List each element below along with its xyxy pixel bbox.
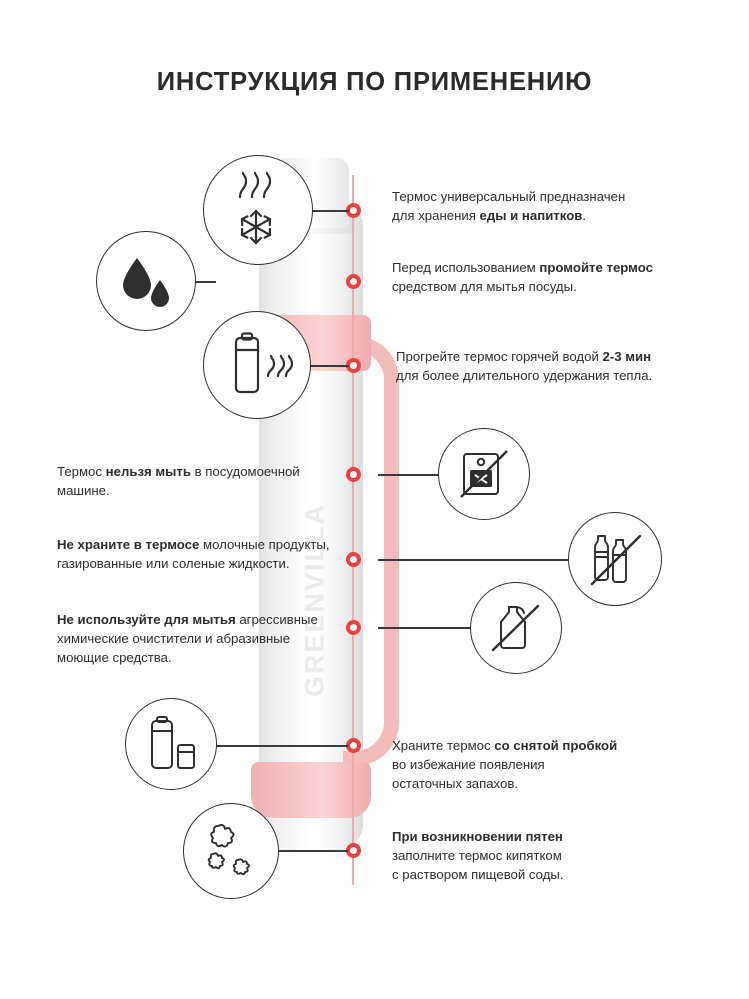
instruction-line: во избежание появления (392, 757, 545, 773)
instruction-line: машине. (57, 483, 110, 499)
timeline-dot-store-open (346, 738, 361, 753)
instruction-text-preheat (396, 347, 706, 385)
lead-no-bottle (378, 559, 570, 561)
instruction-line: моющие средства. (57, 650, 172, 666)
instruction-line: Термос нельзя мыть в посудомоечной (57, 464, 300, 479)
timeline-dot-no-dishwasher (346, 467, 361, 482)
instruction-line: газированные или соленые жидкости. (57, 556, 290, 572)
instruction-line: Прогрейте термос горячей водой 2-3 мин (396, 349, 652, 364)
instruction-text-stains (392, 827, 672, 884)
instruction-line: с раствором пищевой соды. (392, 867, 564, 883)
timeline-dot-wash-before (346, 274, 361, 289)
no-bottle-icon (568, 512, 662, 606)
timeline-dot-stains (346, 843, 361, 858)
stains-icon (183, 803, 279, 899)
thermos-brand-label: GREENVILLA (299, 503, 330, 698)
instruction-text-no-dishwasher (57, 462, 347, 500)
instruction-text-no-chemicals (57, 610, 347, 667)
open-flask-icon (125, 698, 217, 790)
instruction-line: остаточных запахов. (392, 776, 518, 792)
instruction-line: средством для мытья посуды. (392, 279, 577, 295)
instruction-text-no-dairy (57, 535, 357, 573)
timeline-dot-no-chemicals (346, 620, 361, 635)
warm-flask-icon (203, 311, 311, 419)
no-dishwasher-icon (438, 428, 530, 520)
instruction-text-store-open (392, 736, 672, 793)
instruction-text-universal (392, 187, 692, 225)
no-detergent-icon (470, 582, 562, 674)
instruction-line: Не храните в термосе молочные продукты, (57, 537, 330, 552)
lead-no-dishwasher (378, 474, 440, 476)
instruction-line: заполните термос кипятком (392, 848, 562, 864)
instruction-line: Храните термос со снятой пробкой (392, 738, 618, 753)
water-drops-icon (96, 231, 196, 331)
instruction-line: Не используйте для мытья агрессивные (57, 612, 318, 627)
heat-cold-icon (203, 155, 313, 265)
instruction-line: для хранения еды и напитков. (392, 208, 587, 224)
instruction-text-wash-before (392, 258, 692, 296)
lead-no-detergent (378, 627, 474, 629)
instruction-line: для более длительного удержания тепла. (396, 368, 653, 384)
instruction-line: Термос универсальный предназначен (392, 189, 626, 204)
instruction-line: При возникновении пятен (392, 829, 563, 844)
instruction-line: Перед использованием промойте термос (392, 260, 653, 275)
page-title: ИНСТРУКЦИЯ ПО ПРИМЕНЕНИЮ (156, 68, 593, 96)
lead-store-open (216, 745, 348, 747)
instruction-line: химические очистители и абразивные (57, 631, 291, 647)
